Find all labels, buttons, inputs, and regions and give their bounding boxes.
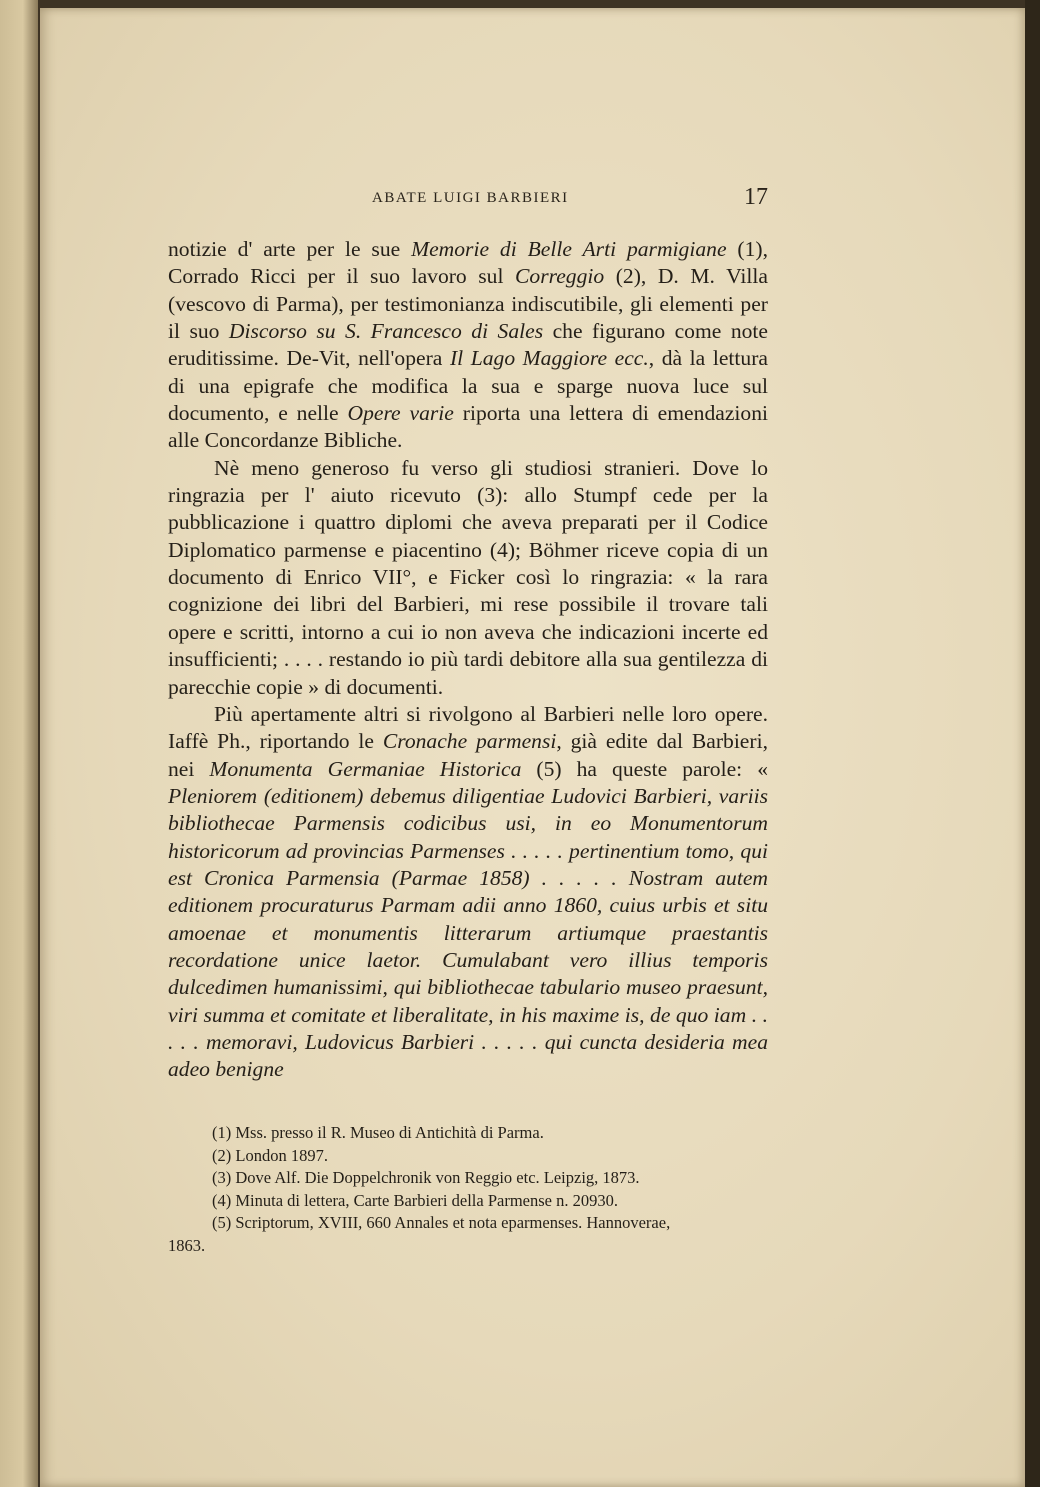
text-run: Più apertamente altri si rivolgono al Barbieri nelle loro opere. Iaffè Ph., riportando le [168,701,768,754]
running-head [168,184,768,214]
text-run: Nè meno generoso fu verso gli studiosi stranieri. Dove lo ringrazia per l' aiuto ricevuto (3): allo Stumpf cede per la pubblicazione i quattro diplomi che aveva preparati per il Codice Diplomatico parmense e piacentino (4); Böhmer riceve copia di un documento di Enrico VII°, e Ficker così lo ringrazia: « la rara cognizione dei libri del Barbieri, mi rese possibile il trovare tali opere e scritti, intorno a cui io non aveva che indicazioni incerte ed insufficienti; . . . . restando io più tardi debitore alla sua gentilezza di parecchie copie » di documenti. [168,455,768,699]
right-scan-edge [1025,0,1040,1487]
italic-text: Opere varie [347,401,454,426]
footnote: (2) London 1897. [212,1145,328,1165]
italic-text: Memorie di Belle Arti parmigiane [411,237,727,261]
italic-text: Il Lago Maggiore ecc. [449,346,649,371]
running-title: ABATE LUIGI BARBIERI [372,190,569,206]
text-run: riporta una lettera di emendazioni alle Concordanze Bibliche. [168,401,768,453]
footnote: (3) Dove Alf. Die Doppelchronik von Reggio etc. Leipzig, 1873. [212,1168,640,1187]
footnote: (1) Mss. presso il R. Museo di Antichità di Parma. [212,1123,544,1142]
text-run: (2), D. M. Villa (vescovo di Parma), per testimonianza indiscutibile, gli elementi per il suo [168,264,768,344]
text-run: (1), Corrado Ricci per il suo lavoro sul [168,237,768,289]
italic-text: Discorso su S. Francesco di Sales [228,319,544,344]
paragraph [168,701,768,1084]
text-run: , dà la lettura di una epigrafe che modifica la sua e sparge nuova luce sul documento, e nelle [168,346,768,426]
footnote: (4) Minuta di lettera, Carte Barbieri della Parmense n. 20930. [212,1190,618,1210]
facing-page-edge [0,0,38,1487]
body-text [168,236,768,1084]
paragraph [168,236,768,455]
italic-text: Pleniorem (editionem) debemus diligentiae Ludovici Barbieri, variis bibliothecae Parmensis codicibus usi, in eo Monumentorum historicorum ad provincias Parmenses . . . . . pertinentium tomo, qui est Cronica Parmensia (Parmae 1858) . . . . . Nostram autem editionem procuraturus Parmam adii anno 1860, cuius urbis et situ amoenae et monumentis litterarum artiumque praestantis recordatione unice laetor. Cumulabant vero illius temporis dulcedimen humanissimi, qui bibliothecae tabulario museo praesunt, viri summa et comitate et liberalitate, in his maxime is, de quo iam . . . . . memoravi, Ludovicus Barbieri . . . . . qui cuncta desideria mea adeo benigne [168,783,768,1082]
footnote-continuation: 1863. [168,1235,206,1255]
text-run: che figurano come note eruditissime. De-Vit, nell'opera [168,319,768,371]
footnotes [168,1122,768,1257]
italic-text: Monumenta Germaniae Historica [209,756,522,781]
footnote: (5) Scriptorum, XVIII, 660 Annales et nota eparmenses. Hannoverae, [212,1213,671,1232]
text-run: (5) ha queste parole: « [521,756,769,781]
text-run: , già edite dal Barbieri, nei [168,729,768,781]
page-number: 17 [744,184,768,210]
italic-text: Cronache parmensi [382,729,557,754]
paragraph [168,455,768,701]
italic-text: Correggio [515,264,605,289]
text-run: notizie d' arte per le sue [168,237,412,261]
